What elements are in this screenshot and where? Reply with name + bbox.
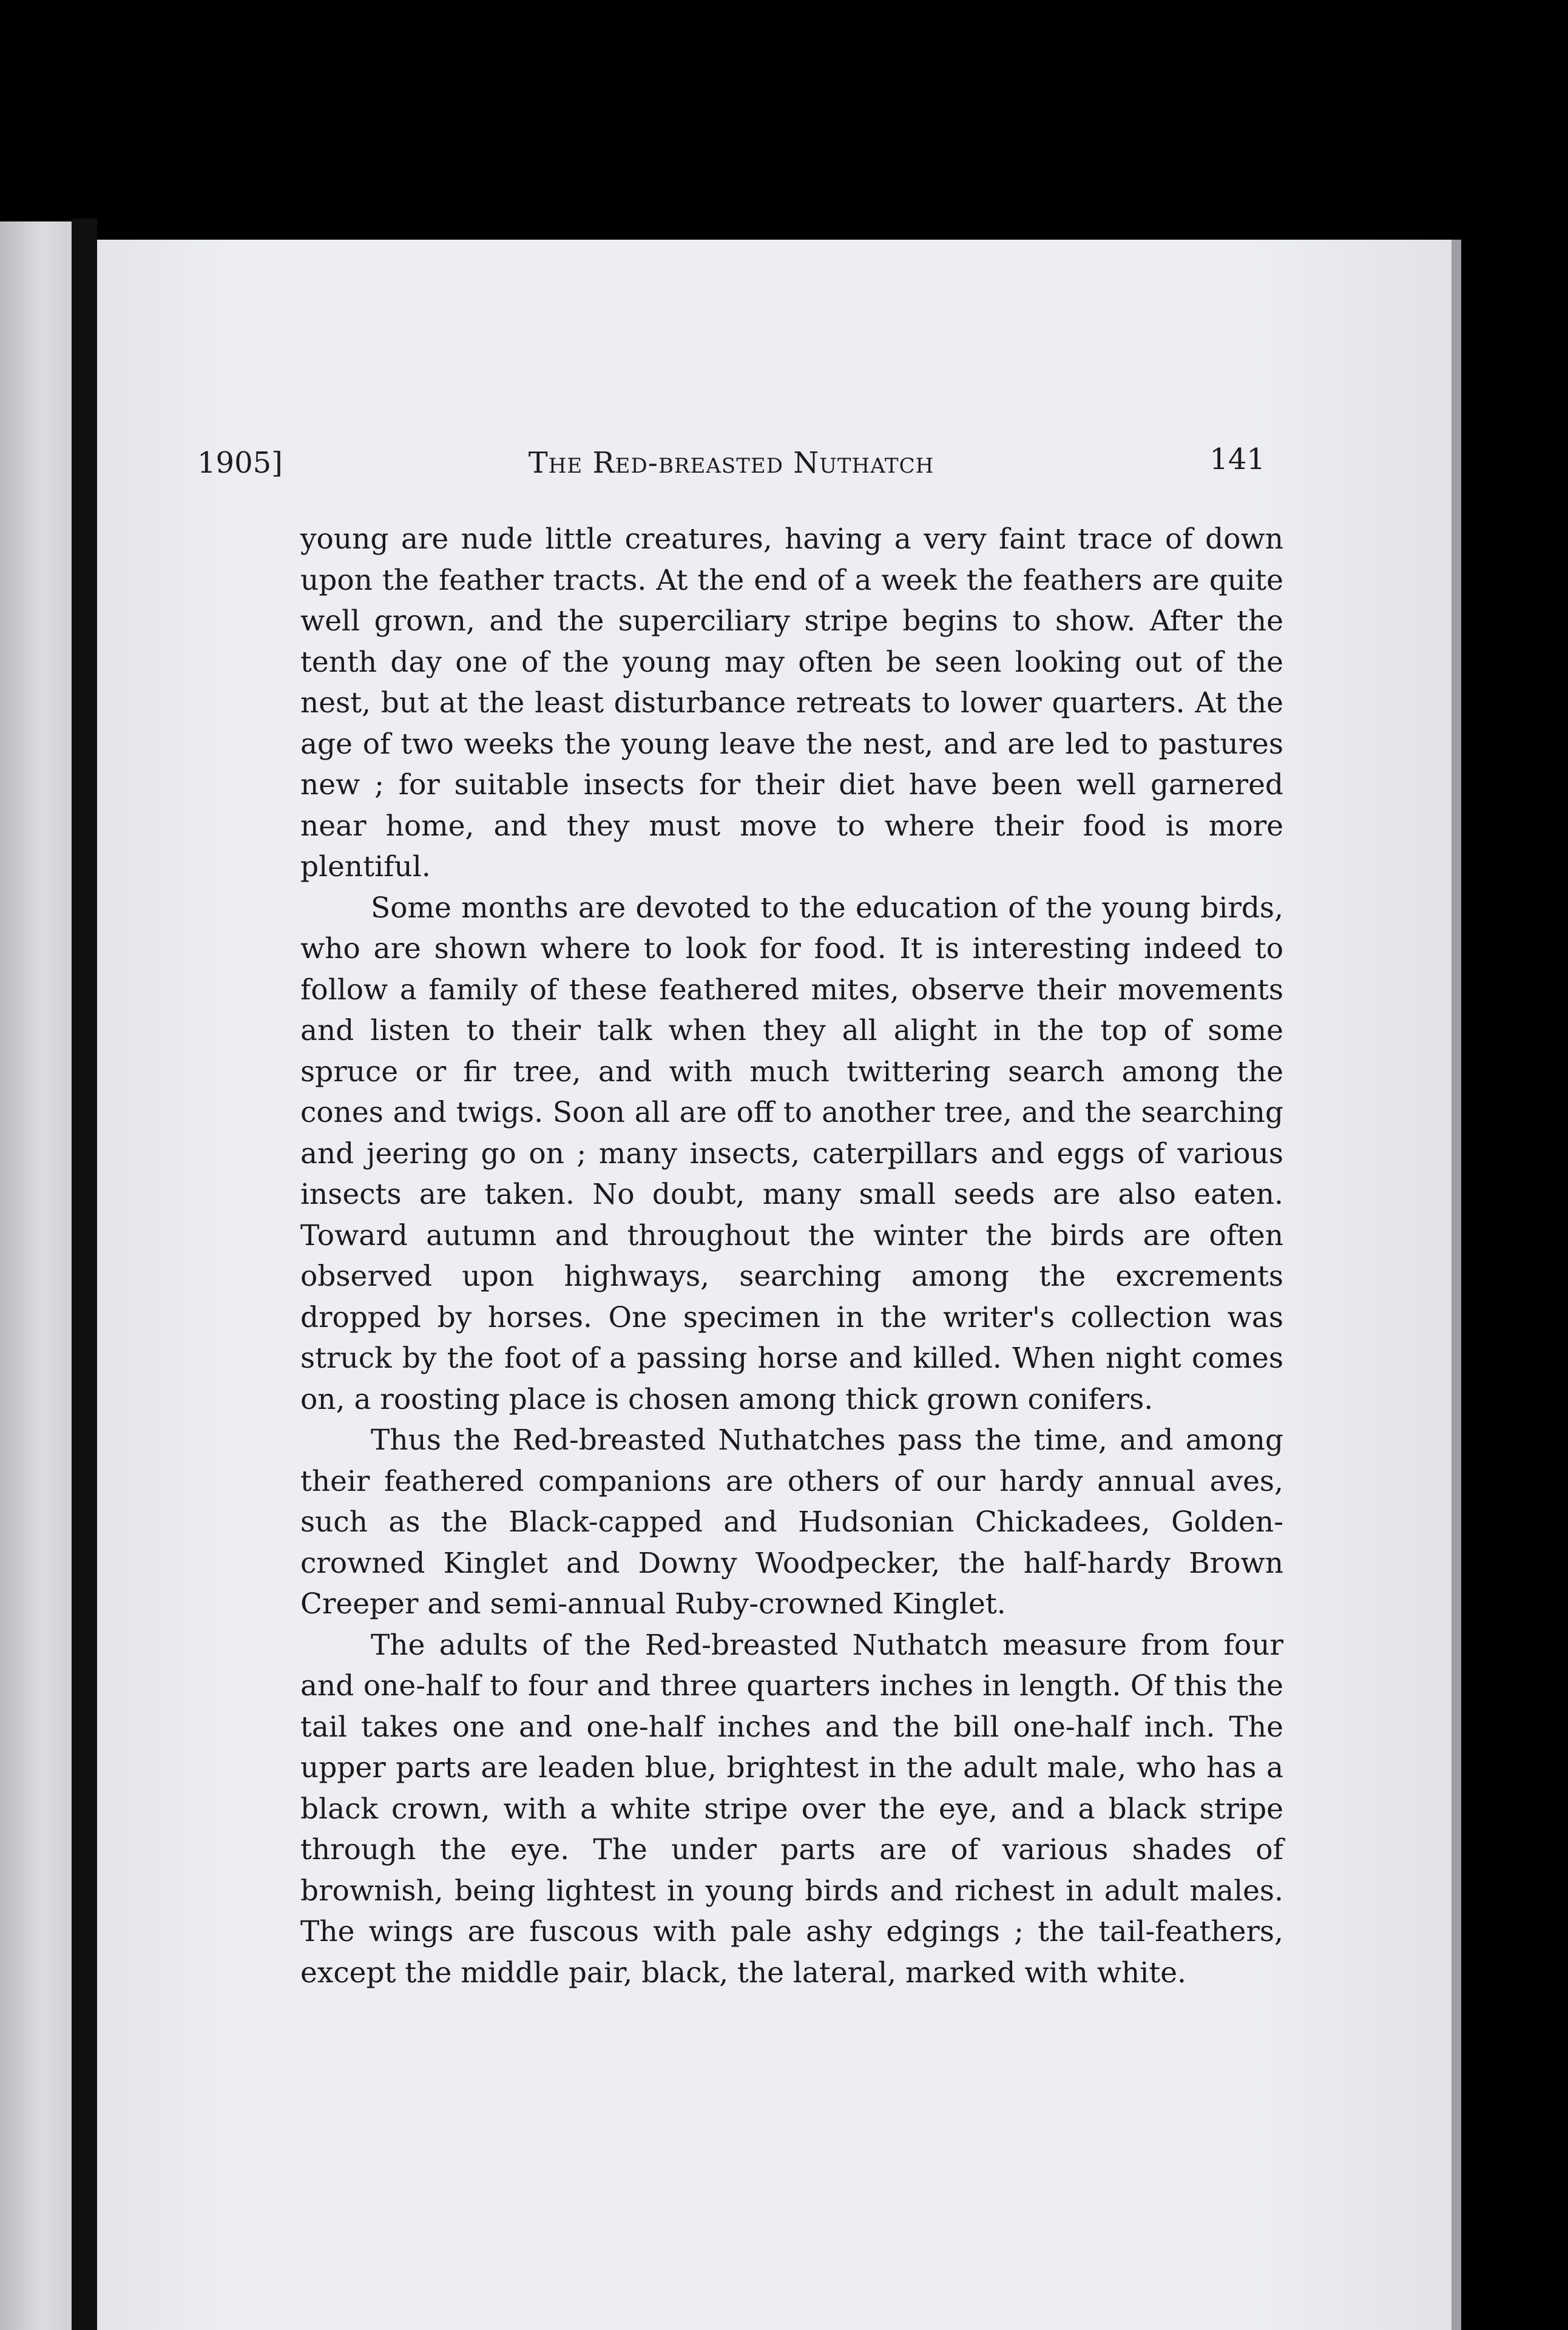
body-text	[300, 519, 1283, 1993]
paragraph-1: young are nude little creatures, having a very faint trace of down upon the feather tracts. At the end of a week the feathers are quite well grown, and the superciliary stripe begins to show. After the tenth day one of the young may often be seen looking out of the nest, but at the least disturbance retreats to lower quarters. At the age of two weeks the young leave the nest, and are led to pastures new ; for suitable insects for their diet have been well garnered near home, and they must move to where their food is more plentiful.	[300, 522, 1283, 883]
running-head-title: The Red-breasted Nuthatch	[528, 446, 934, 480]
paragraph-2: Some months are devoted to the education of the young birds, who are shown where to look for food. It is interesting indeed to follow a family of these feathered mites, observe their movements and listen to their talk when they all alight in the top of some spruce or fir tree, and with much twittering search among the cones and twigs. Soon all are off to another tree, and the searching and jeering go on ; many insects, caterpillars and eggs of various insects are taken. No doubt, many small seeds are also eaten. Toward autumn and throughout the winter the birds are often observed upon highways, searching among the excrements dropped by horses. One specimen in the writer's collection was struck by the foot of a passing horse and killed. When night comes on, a roosting place is chosen among thick grown conifers.	[300, 891, 1283, 1416]
paragraph-4: The adults of the Red-breasted Nuthatch measure from four and one-half to four and three quarters inches in length. Of this the tail takes one and one-half inches and the bill one-half inch. The upper parts are leaden blue, brightest in the adult male, who has a black crown, with a white stripe over the eye, and a black stripe through the eye. The under parts are of various shades of brownish, being lightest in young birds and richest in adult males. The wings are fuscous with pale ashy edgings ; the tail-feathers, except the middle pair, black, the lateral, marked with white.	[300, 1628, 1283, 1990]
left-facing-page-edge	[0, 221, 72, 2330]
page-right-edge	[1451, 240, 1461, 2330]
running-head-year: 1905]	[197, 446, 283, 480]
page-number: 141	[1209, 442, 1265, 476]
book-gutter	[72, 218, 97, 2330]
paragraph-3: Thus the Red-breasted Nuthatches pass the time, and among their feathered companions are others of our hardy annual aves, such as the Black-capped and Hudsonian Chickadees, Golden-crowned Kinglet and Downy Woodpecker, the half-hardy Brown Creeper and semi-annual Ruby-crowned Kinglet.	[300, 1423, 1283, 1621]
running-head	[197, 442, 1265, 482]
